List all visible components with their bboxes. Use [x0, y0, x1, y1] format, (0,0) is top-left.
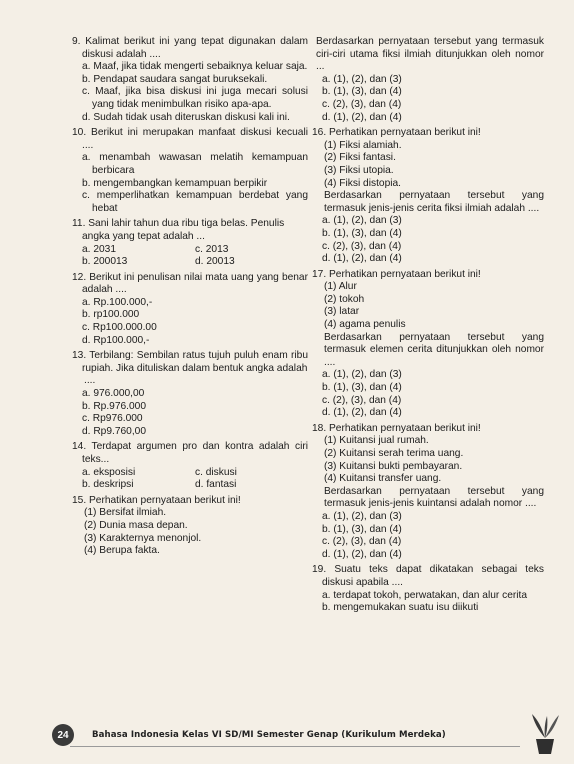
question-text: Berdasarkan pernyataan tersebut yang termasuk ciri-ciri utama fiksi ilmiah ditunjukkan oleh nomor ... [316, 36, 544, 73]
statement-item: (3) Karakternya menonjol. [84, 532, 202, 544]
option-a: a. (1), (2), dan (3) [322, 73, 402, 85]
option-a: a. (1), (2), dan (3) [322, 369, 402, 381]
statement-item: (2) Fiksi fantasi. [324, 152, 396, 164]
statement-item: (2) Dunia masa depan. [84, 519, 188, 531]
option-b: b. (1), (3), dan (4) [322, 382, 402, 394]
options-row [72, 479, 308, 492]
options-row [72, 256, 308, 269]
option-c: c. (2), (3), dan (4) [322, 98, 402, 110]
option-b: b. mengemukakan suatu isu diikuti [322, 602, 479, 614]
question-12 [72, 272, 308, 348]
plant-pot-icon [528, 712, 562, 756]
statement-item: (1) Fiksi alamiah. [324, 139, 402, 151]
option-b: b. rp100.000 [82, 309, 140, 321]
option-c: c. diskusi [195, 466, 237, 478]
option-a: a. (1), (2), dan (3) [322, 215, 402, 227]
option-c: c. (2), (3), dan (4) [322, 240, 402, 252]
option-b: b. Rp.976.000 [82, 400, 147, 412]
option-b: b. 200013 [82, 256, 128, 268]
option-a: a. 2031 [82, 243, 116, 255]
option-b: b. mengembangkan kemampuan berpikir [82, 177, 268, 189]
question-13 [72, 350, 308, 438]
question-text: 10. Berikut ini merupakan manfaat diskusi kecuali .... [72, 127, 308, 151]
option-a: a. (1), (2), dan (3) [322, 510, 402, 522]
option-c: c. 2013 [195, 243, 229, 255]
option-c: c. (2), (3), dan (4) [322, 536, 402, 548]
answer-blank: .... [84, 375, 96, 387]
question-11 [72, 218, 308, 268]
question-9 [72, 36, 308, 124]
question-text: 19. Suatu teks dapat dikatakan sebagai teks diskusi apabila .... [312, 564, 544, 588]
option-b: b. (1), (3), dan (4) [322, 86, 402, 98]
book-title: Bahasa Indonesia Kelas VI SD/MI Semester Genap (Kurikulum Merdeka) [92, 730, 446, 740]
option-c: c. Rp100.000.00 [82, 322, 157, 334]
statement-item: (4) Fiksi distopia. [324, 177, 401, 189]
right-column [312, 36, 544, 618]
option-d: d. Rp9.760,00 [82, 425, 147, 437]
option-a: a. Maaf, jika tidak mengerti sebaiknya keluar saja. [82, 61, 308, 73]
option-a: a. terdapat tokoh, perwatakan, dan alur cerita [322, 589, 528, 601]
option-d: d. (1), (2), dan (4) [322, 548, 402, 560]
statement-item: (2) tokoh [324, 293, 365, 305]
question-text: 16. Perhatikan pernyataan berikut ini! [312, 127, 481, 139]
option-b: b. deskripsi [82, 479, 134, 491]
option-a: a. eksposisi [82, 466, 136, 478]
question-17 [312, 269, 544, 420]
option-b: b. (1), (3), dan (4) [322, 227, 402, 239]
page-number: 24 [52, 724, 74, 746]
footer-divider [70, 746, 520, 747]
question-text: 11. Sani lahir tahun dua ribu tiga belas. Penulis angka yang tepat adalah ... [72, 218, 285, 242]
question-15-continued [312, 36, 544, 124]
option-d: d. (1), (2), dan (4) [322, 407, 402, 419]
option-c: c. (2), (3), dan (4) [322, 394, 402, 406]
question-15 [72, 495, 308, 558]
left-column [72, 36, 308, 561]
option-d: d. Rp100.000,- [82, 334, 150, 346]
question-text: 17. Perhatikan pernyataan berikut ini! [312, 268, 481, 280]
statement-item: (3) Fiksi utopia. [324, 164, 394, 176]
option-d: d. Sudah tidak usah diteruskan diskusi kali ini. [82, 111, 290, 123]
statement-item: (3) latar [324, 306, 360, 318]
question-18 [312, 423, 544, 562]
option-d: d. (1), (2), dan (4) [322, 253, 402, 265]
statement-item: (4) Kuitansi transfer uang. [324, 473, 442, 485]
question-text: 13. Terbilang: Sembilan ratus tujuh puluh enam ribu rupiah. Jika dituliskan dalam bentuk angka adalah [72, 350, 308, 374]
statement-item: (4) Berupa fakta. [84, 545, 160, 557]
question-16 [312, 127, 544, 266]
question-prompt: Berdasarkan pernyataan tersebut yang termasuk jenis-jenis kuintansi adalah nomor .... [324, 485, 544, 510]
statement-item: (1) Bersifat ilmiah. [84, 507, 167, 519]
option-b: b. Pendapat saudara sangat buruksekali. [82, 73, 268, 85]
question-19 [312, 564, 544, 614]
option-c: c. memperlihatkan kemampuan berdebat yang hebat [82, 190, 308, 214]
question-text: 15. Perhatikan pernyataan berikut ini! [72, 494, 241, 506]
question-text: 18. Perhatikan pernyataan berikut ini! [312, 422, 481, 434]
option-a: a. menambah wawasan melatih kemampuan berbicara [82, 152, 308, 176]
statement-item: (2) Kuitansi serah terima uang. [324, 448, 464, 459]
question-14 [72, 441, 308, 491]
statement-item: (4) agama penulis [324, 319, 406, 331]
statement-item: (1) Kuitansi jual rumah. [324, 435, 429, 447]
option-a: a. Rp.100.000,- [82, 296, 153, 308]
statement-item: (3) Kuitansi bukti pembayaran. [324, 460, 463, 472]
option-d: d. fantasi [195, 479, 237, 491]
question-10 [72, 127, 308, 215]
option-c: c. Maaf, jika bisa diskusi ini juga mecari solusi yang tidak menimbulkan risiko apa-apa. [82, 86, 308, 110]
page-footer [52, 722, 512, 748]
options-row [72, 467, 308, 480]
option-d: d. (1), (2), dan (4) [322, 111, 402, 123]
question-prompt: Berdasarkan pernyataan tersebut yang termasuk elemen cerita ditunjukkan oleh nomor .... [324, 331, 544, 368]
option-d: d. 20013 [195, 256, 235, 268]
question-text: 14. Terdapat argumen pro dan kontra adalah ciri teks... [72, 441, 308, 465]
question-text: 12. Berikut ini penulisan nilai mata uang yang benar adalah .... [72, 271, 308, 296]
option-a: a. 976.000,00 [82, 388, 145, 400]
statement-item: (1) Alur [324, 281, 357, 293]
question-text: 9. Kalimat berikut ini yang tepat digunakan dalam diskusi adalah .... [72, 36, 308, 60]
option-c: c. Rp976.000 [82, 413, 143, 425]
options-row [72, 244, 308, 257]
option-b: b. (1), (3), dan (4) [322, 523, 402, 535]
question-prompt: Berdasarkan pernyataan tersebut yang termasuk jenis-jenis cerita fiksi ilmiah adalah .... [324, 190, 544, 214]
